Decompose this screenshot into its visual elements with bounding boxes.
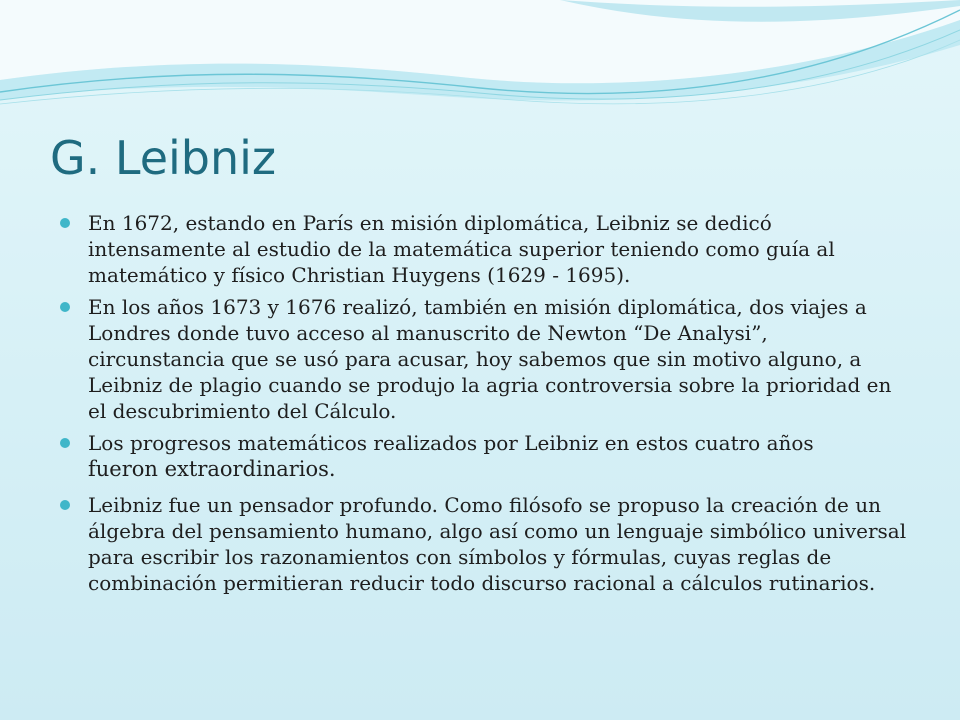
bullet-dot-icon (60, 302, 70, 312)
slide-title: G. Leibniz (50, 131, 277, 185)
bullet-dot-icon (60, 218, 70, 228)
bullet-item (60, 430, 910, 482)
bullet-text: En 1672, estando en París en misión diplomática, Leibniz se dedicó intensamente al estudio de la matemática superior teniendo como guía al matemático y físico Christian Huygens (1629 - 1695). (88, 211, 835, 287)
bullet-item (60, 492, 910, 596)
decorative-wave-header (0, 0, 960, 120)
bullet-text: Los progresos matemáticos realizados por Leibniz en estos cuatro años (88, 431, 814, 455)
bullet-dot-icon (60, 500, 70, 510)
bullet-text: En los años 1673 y 1676 realizó, también en misión diplomática, dos viajes a Londres donde tuvo acceso al manuscrito de Newton “De Analysi”, circunstancia que se usó para acusar, hoy sabemos que sin motivo alguno, a Leibniz de plagio cuando se produjo la agria controversia sobre la prioridad en el descubrimiento del Cálculo. (88, 295, 892, 423)
bullet-text: Leibniz fue un pensador profundo. Como filósofo se propuso la creación de un álgebra del pensamiento humano, algo así como un lenguaje simbólico universal para escribir los razonamientos con símbolos y fórmulas, cuyas reglas de combinación permitieran reducir todo discurso racional a cálculos rutinarios. (88, 493, 907, 595)
bullet-item (60, 210, 910, 288)
bullet-dot-icon (60, 438, 70, 448)
bullet-text-continuation: fueron extraordinarios. (88, 457, 336, 481)
bullet-list (60, 210, 910, 602)
bullet-item (60, 294, 910, 424)
